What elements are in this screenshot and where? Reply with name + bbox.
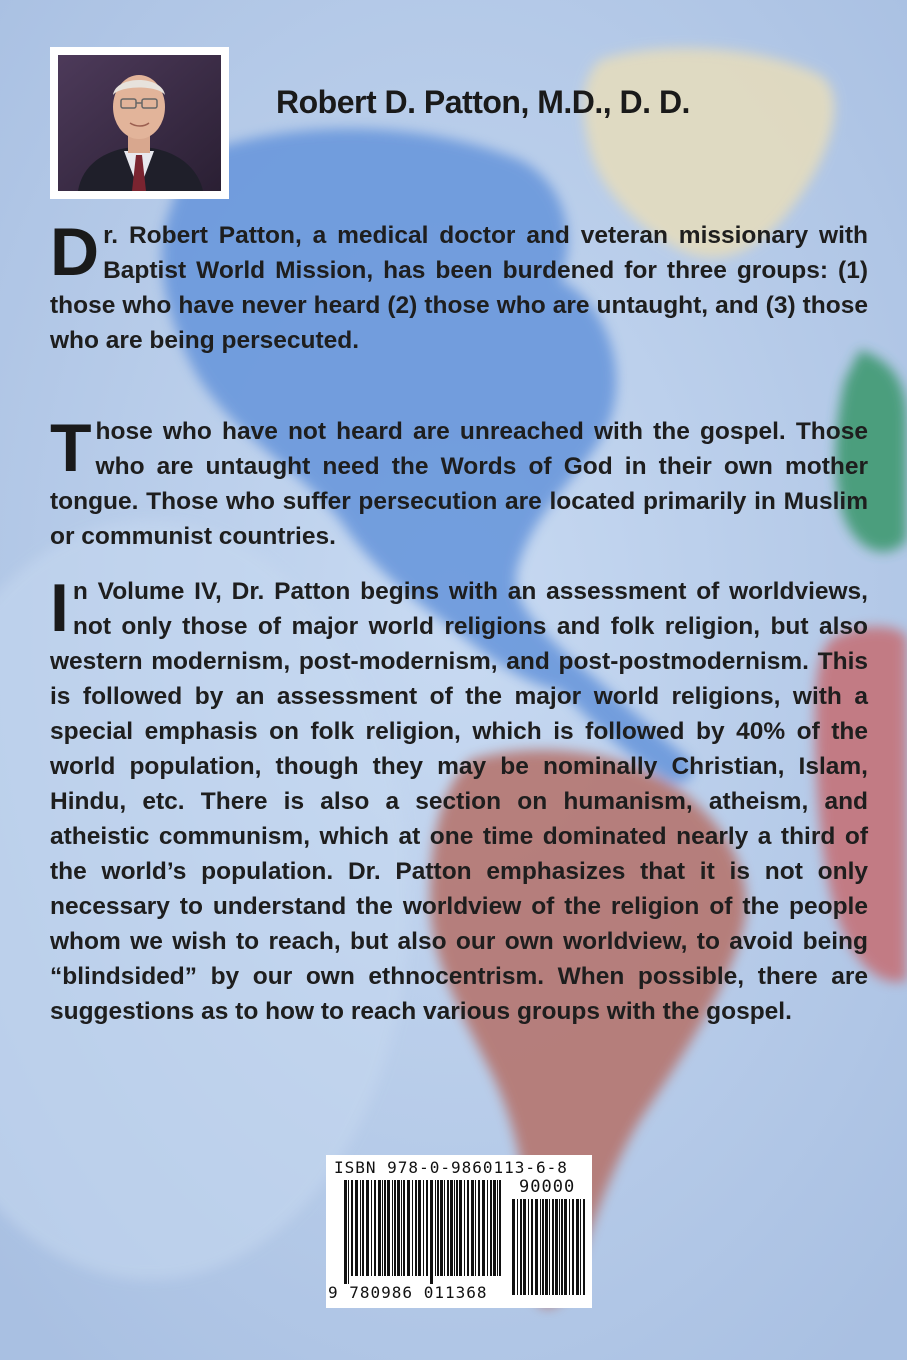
barcode-main-bars (344, 1180, 502, 1284)
paragraph-1-dropcap: D (50, 214, 100, 290)
author-photo-frame (50, 47, 229, 199)
barcode-price-code: 90000 (519, 1177, 576, 1197)
paragraph-2 (50, 410, 868, 554)
paragraph-3-text: n Volume IV, Dr. Patton begins with an assessment of worldviews, not only those of major world religions and folk religion, but also western modernism, post-modernism, and post-postmodernism. This is followed by an assessment of the major world religions, with a special emphasis on folk religion, which is followed by 40% of the world population, though they may be nominally Christian, Islam, Hindu, etc. There is also a section on humanism, atheism, and atheistic communism, which at one time dominated nearly a third of the world’s population. Dr. Patton emphasizes that it is not only necessary to understand the worldview of the religion of the people whom we wish to reach, but also our own worldview, to avoid being “blindsided” by our own ethnocentrism. When possible, there are suggestions as to how to reach various groups with the gospel. (50, 578, 868, 1025)
author-photo (58, 55, 221, 191)
paragraph-3 (50, 570, 868, 1029)
paragraph-2-dropcap: T (50, 410, 92, 486)
barcode-addon-bars (512, 1199, 586, 1303)
paragraph-3-dropcap: I (50, 570, 69, 646)
paragraph-1-text: r. Robert Patton, a medical doctor and veteran missionary with Baptist World Mission, has been burdened for three groups: (1) those who have never heard (2) those who are untaught, and (3) those who are being persecuted. (50, 222, 868, 354)
author-name: Robert D. Patton, M.D., D. D. (276, 84, 690, 120)
isbn-barcode (326, 1155, 592, 1308)
barcode-ean-digits: 9 780986 011368 (328, 1283, 488, 1302)
isbn-label: ISBN 978-0-9860113-6-8 (334, 1158, 568, 1177)
paragraph-2-text: hose who have not heard are unreached with the gospel. Those who are untaught need the Words of God in their own mother tongue. Those who suffer persecution are located primarily in Muslim or communist countries. (50, 418, 868, 550)
paragraph-1 (50, 214, 868, 358)
